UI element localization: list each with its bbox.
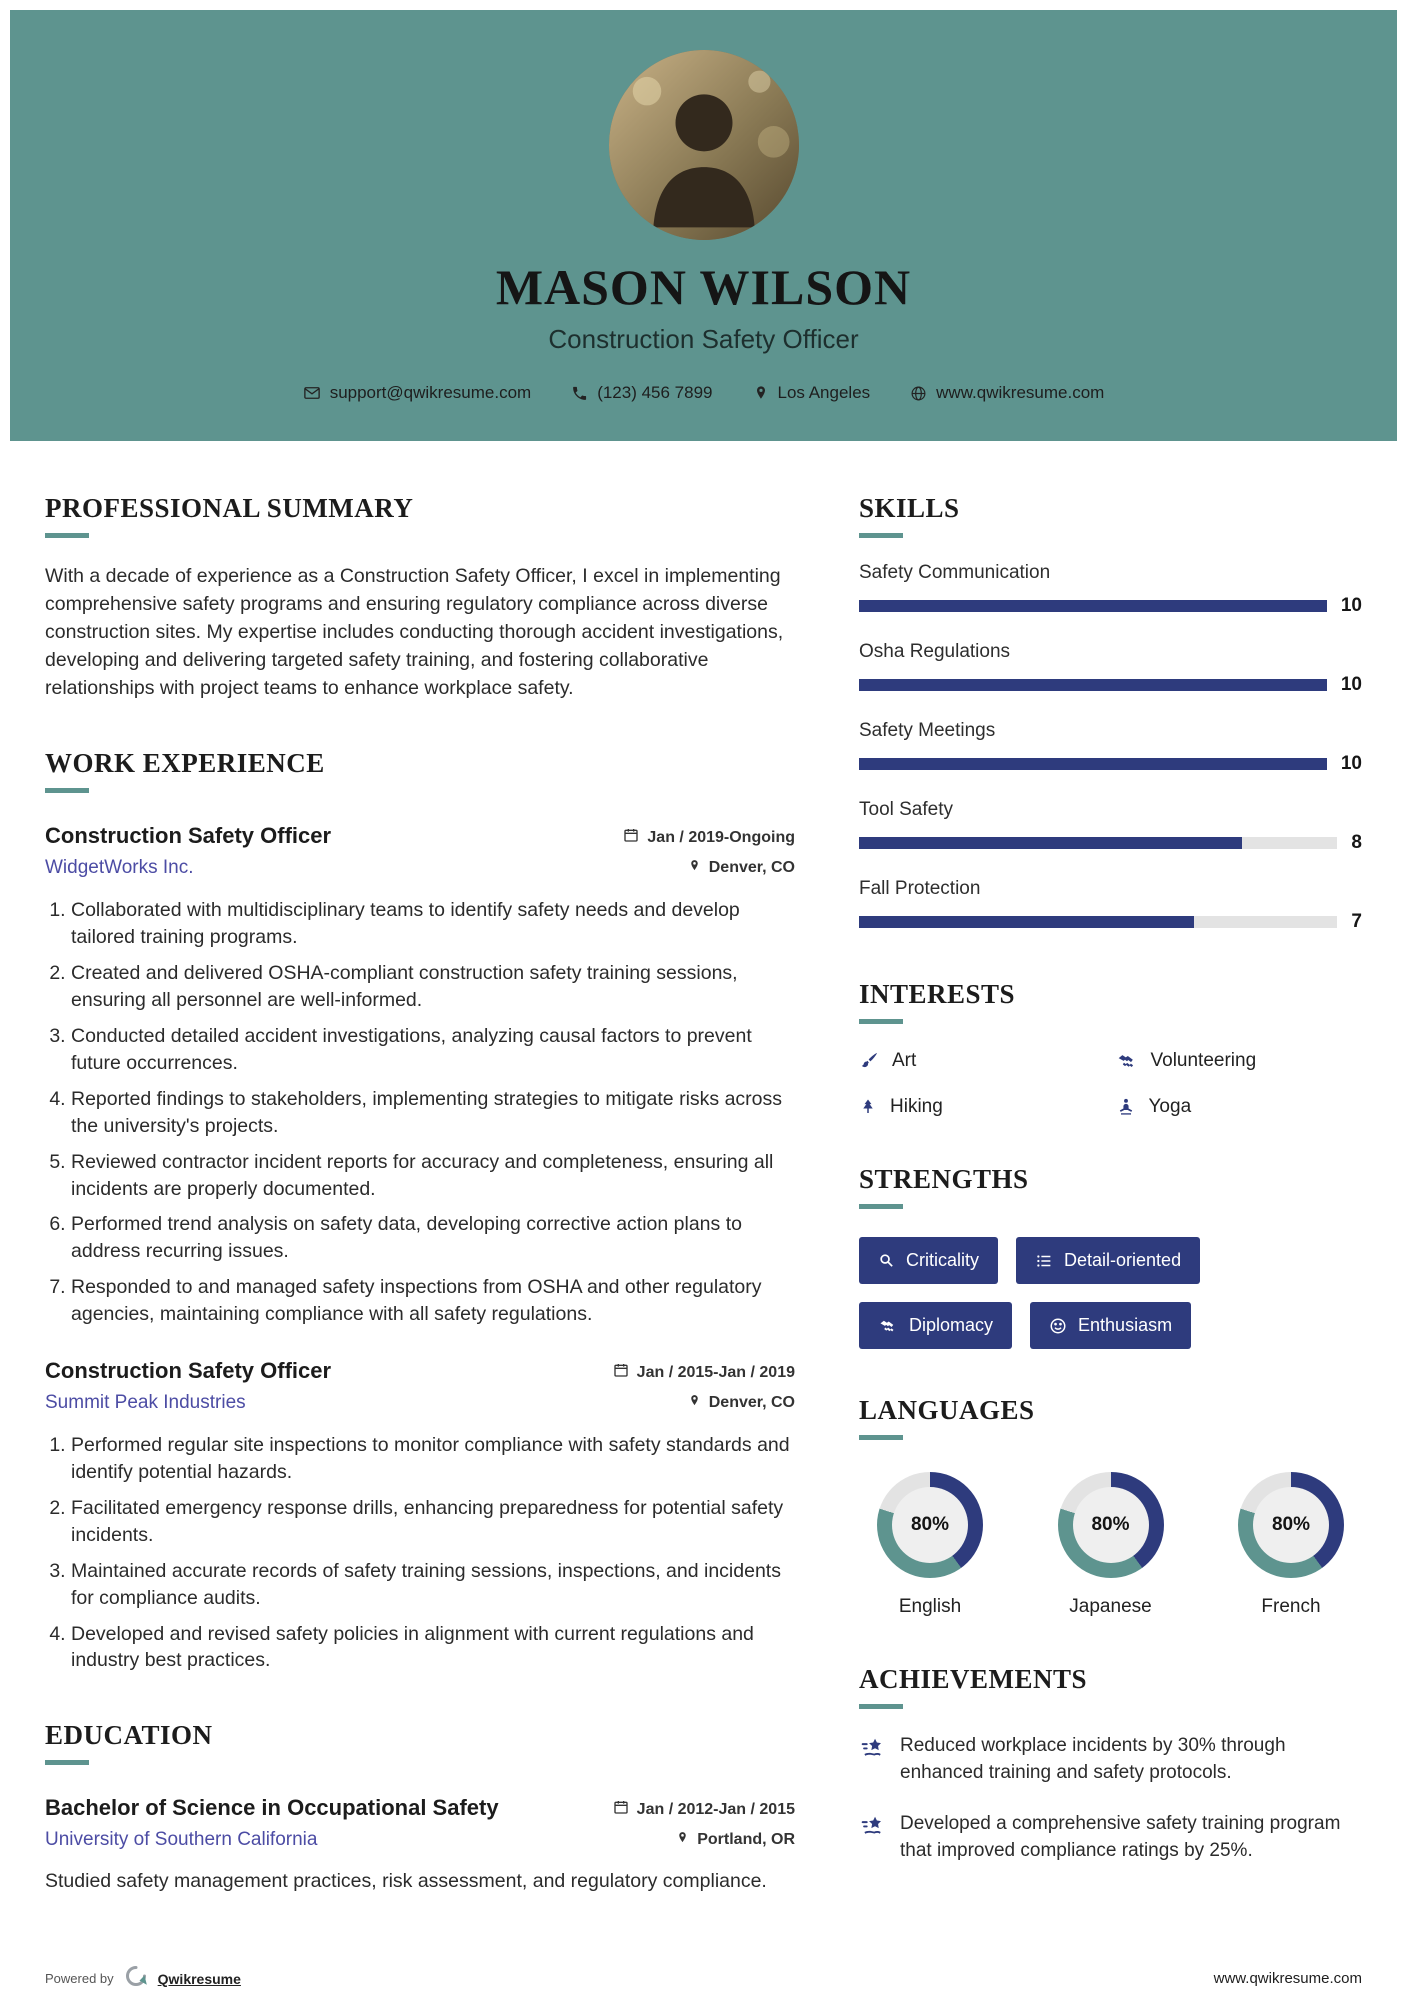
skill-label: Tool Safety — [859, 799, 953, 820]
skill-bar-fill — [859, 758, 1327, 770]
skill-item — [859, 878, 1362, 933]
skill-value: 10 — [1340, 595, 1362, 616]
job-bullet-list — [45, 897, 795, 1328]
paintbrush-icon — [859, 1051, 879, 1071]
job-title: Construction Safety Officer — [45, 823, 332, 849]
strength-badge — [859, 1302, 1012, 1349]
interests-heading: INTERESTS — [859, 979, 1016, 1009]
section-strengths — [859, 1164, 1362, 1349]
tree-icon — [859, 1097, 877, 1117]
email-icon — [303, 384, 321, 402]
summary-text: With a decade of experience as a Construction Safety Officer, I excel in implementing comprehensive safety programs and ensuring regulatory compliance across diverse construction sites. My expertise includes conducting thorough accident investigations, developing and delivering targeted safety training, and fostering collaborative relationships with project teams to enhance workplace safety. — [45, 565, 784, 700]
smiley-icon — [1049, 1317, 1067, 1335]
achievements-heading: ACHIEVEMENTS — [859, 1664, 1088, 1694]
globe-icon — [910, 385, 927, 402]
heading-rule — [859, 533, 903, 538]
skill-label: Safety Communication — [859, 562, 1051, 583]
yoga-icon — [1116, 1097, 1136, 1117]
profile-photo — [609, 50, 799, 240]
job-location — [688, 1393, 795, 1413]
job-dates — [623, 827, 795, 848]
job-bullet: 3. Maintained accurate records of safety training sessions, inspections, and incidents for compliance audits. — [71, 1558, 795, 1612]
calendar-icon — [613, 1799, 629, 1820]
work-heading: WORK EXPERIENCE — [45, 748, 325, 779]
resume-page — [0, 10, 1407, 2015]
job-location — [688, 858, 795, 878]
contact-website — [910, 383, 1104, 403]
job-entry — [45, 823, 795, 1328]
skill-bar-fill — [859, 916, 1194, 928]
job-bullet: 3. Conducted detailed accident investigations, analyzing causal factors to prevent future occurrences. — [71, 1023, 795, 1077]
strength-label: Criticality — [906, 1250, 980, 1270]
section-skills — [859, 493, 1362, 933]
pin-icon — [688, 858, 701, 878]
heading-rule — [859, 1435, 903, 1440]
heading-rule — [45, 1760, 89, 1765]
job-location-text: Denver, CO — [708, 859, 795, 877]
job-title: Construction Safety Officer — [45, 1358, 332, 1384]
strength-badge — [1030, 1302, 1191, 1349]
contact-email-text: support@qwikresume.com — [329, 383, 532, 402]
job-bullet-list — [45, 1432, 795, 1674]
language-label: English — [898, 1596, 962, 1617]
qwikresume-logo — [124, 1964, 148, 1993]
languages-heading: LANGUAGES — [859, 1395, 1035, 1425]
heading-rule — [45, 788, 89, 793]
interest-label: Art — [892, 1050, 917, 1071]
interest-item — [1116, 1096, 1363, 1118]
skill-bar-fill — [859, 837, 1242, 849]
content — [0, 441, 1407, 2015]
strength-label: Detail-oriented — [1064, 1250, 1182, 1270]
job-bullet: 1. Performed regular site inspections to monitor compliance with safety standards and identify potential hazards. — [71, 1432, 795, 1486]
education-heading: EDUCATION — [45, 1720, 213, 1751]
job-bullet: 4. Reported findings to stakeholders, implementing strategies to mitigate risks across the university's projects. — [71, 1086, 795, 1140]
skill-value: 10 — [1340, 753, 1362, 774]
handshake-icon — [1116, 1051, 1138, 1071]
skill-label: Osha Regulations — [859, 641, 1011, 662]
skill-label: Fall Protection — [859, 878, 981, 899]
contact-website-text: www.qwikresume.com — [936, 383, 1105, 402]
section-education — [45, 1720, 795, 1895]
skill-item — [859, 799, 1362, 854]
language-label: French — [1261, 1596, 1321, 1617]
right-column — [859, 493, 1362, 1895]
heading-rule — [45, 533, 89, 538]
section-interests — [859, 979, 1362, 1118]
heading-rule — [859, 1204, 903, 1209]
footer — [45, 1964, 1362, 1993]
person-name: MASON WILSON — [495, 259, 912, 315]
education-location — [676, 1830, 795, 1850]
profile-photo-placeholder — [609, 50, 799, 240]
language-donut-chart — [877, 1472, 983, 1578]
job-bullet: 1. Collaborated with multidisciplinary teams to identify safety needs and develop tailored training programs. — [71, 897, 795, 951]
strength-badge — [859, 1237, 998, 1284]
skill-bar-fill — [859, 600, 1327, 612]
achievement-item — [859, 1811, 1362, 1865]
education-text: Studied safety management practices, risk assessment, and regulatory compliance. — [45, 1870, 767, 1893]
heading-rule — [859, 1704, 903, 1709]
contact-row — [30, 383, 1377, 403]
education-dates-text: Jan / 2012-Jan / 2015 — [636, 1800, 795, 1818]
contact-phone-text: (123) 456 7899 — [597, 383, 713, 402]
achievement-text: Reduced workplace incidents by 30% through enhanced training and safety protocols. — [900, 1735, 1286, 1783]
language-label: Japanese — [1069, 1596, 1152, 1617]
header — [10, 10, 1397, 441]
footer-site-url: www.qwikresume.com — [1213, 1970, 1362, 1988]
contact-location — [753, 383, 871, 403]
interest-item — [1116, 1050, 1363, 1072]
language-donut-chart — [1238, 1472, 1344, 1578]
skill-bar-track — [859, 600, 1327, 612]
search-icon — [878, 1252, 895, 1269]
strength-badge — [1016, 1237, 1200, 1284]
left-column — [45, 493, 795, 1895]
job-bullet: 2. Facilitated emergency response drills, enhancing preparedness for potential safety incidents. — [71, 1495, 795, 1549]
language-item — [1226, 1472, 1356, 1618]
summary-heading: PROFESSIONAL SUMMARY — [45, 493, 414, 523]
achievement-item — [859, 1733, 1362, 1787]
contact-phone — [571, 383, 712, 403]
strength-label: Enthusiasm — [1078, 1315, 1173, 1335]
job-dates-text: Jan / 2015-Jan / 2019 — [636, 1363, 795, 1381]
job-bullet: 7. Responded to and managed safety inspections from OSHA and other regulatory agencies, maintaining compliance with all safety regulations. — [71, 1274, 795, 1328]
section-summary — [45, 493, 795, 702]
job-company: Summit Peak Industries — [45, 1392, 246, 1414]
interest-label: Volunteering — [1150, 1050, 1257, 1071]
education-dates — [613, 1799, 795, 1820]
language-item — [1046, 1472, 1176, 1618]
strength-label: Diplomacy — [909, 1315, 994, 1335]
skills-heading: SKILLS — [859, 493, 960, 523]
qwikresume-link[interactable]: Qwikresume — [157, 1970, 241, 1987]
degree-title: Bachelor of Science in Occupational Safety — [45, 1795, 499, 1821]
language-percent: 80% — [1253, 1487, 1329, 1563]
list-icon — [1035, 1252, 1053, 1270]
contact-location-text: Los Angeles — [777, 383, 871, 402]
skill-bar-track — [859, 758, 1327, 770]
language-item — [865, 1472, 995, 1618]
skill-label: Safety Meetings — [859, 720, 996, 741]
job-company: WidgetWorks Inc. — [45, 857, 194, 879]
job-dates-text: Jan / 2019-Ongoing — [647, 828, 795, 846]
job-entry — [45, 1358, 795, 1674]
pin-icon — [688, 1393, 701, 1413]
language-percent: 80% — [892, 1487, 968, 1563]
job-bullet: 4. Developed and revised safety policies in alignment with current regulations and industry best practices. — [71, 1621, 795, 1675]
job-bullet: 5. Reviewed contractor incident reports for accuracy and completeness, ensuring all incidents are properly documented. — [71, 1149, 795, 1203]
school-name: University of Southern California — [45, 1829, 318, 1851]
section-languages — [859, 1395, 1362, 1618]
achievement-text: Developed a comprehensive safety training program that improved compliance ratings by 25%. — [900, 1812, 1341, 1861]
interest-label: Yoga — [1148, 1096, 1192, 1117]
skill-bar-fill — [859, 679, 1327, 691]
job-location-text: Denver, CO — [708, 1394, 795, 1412]
interest-item — [859, 1096, 1106, 1118]
section-work — [45, 748, 795, 1674]
interest-label: Hiking — [890, 1096, 943, 1117]
skill-item — [859, 641, 1362, 696]
contact-email — [303, 383, 532, 403]
section-achievements — [859, 1664, 1362, 1865]
powered-by-label: Powered by — [45, 1971, 114, 1987]
skill-value: 8 — [1351, 832, 1362, 853]
calendar-icon — [623, 827, 639, 848]
job-bullet: 6. Performed trend analysis on safety data, developing corrective action plans to address recurring issues. — [71, 1211, 795, 1265]
person-title: Construction Safety Officer — [548, 324, 859, 354]
skill-item — [859, 720, 1362, 775]
calendar-icon — [613, 1362, 629, 1383]
job-bullet: 2. Created and delivered OSHA-compliant construction safety training sessions, ensuring all personnel are well-informed. — [71, 960, 795, 1014]
language-donut-chart — [1058, 1472, 1164, 1578]
skill-item — [859, 562, 1362, 617]
skill-value: 10 — [1340, 674, 1362, 695]
education-location-text: Portland, OR — [697, 1831, 795, 1849]
heading-rule — [859, 1019, 903, 1024]
education-entry — [45, 1795, 795, 1895]
interest-item — [859, 1050, 1106, 1072]
skill-bar-track — [859, 837, 1337, 849]
achievement-star-icon — [859, 1811, 885, 1865]
skill-bar-track — [859, 679, 1327, 691]
handshake-icon — [878, 1317, 898, 1335]
skill-bar-track — [859, 916, 1337, 928]
job-dates — [613, 1362, 795, 1383]
skill-value: 7 — [1351, 911, 1362, 932]
location-icon — [753, 384, 769, 402]
pin-icon — [676, 1830, 689, 1850]
language-percent: 80% — [1073, 1487, 1149, 1563]
achievement-star-icon — [859, 1733, 885, 1787]
phone-icon — [571, 385, 588, 402]
strengths-heading: STRENGTHS — [859, 1164, 1029, 1194]
